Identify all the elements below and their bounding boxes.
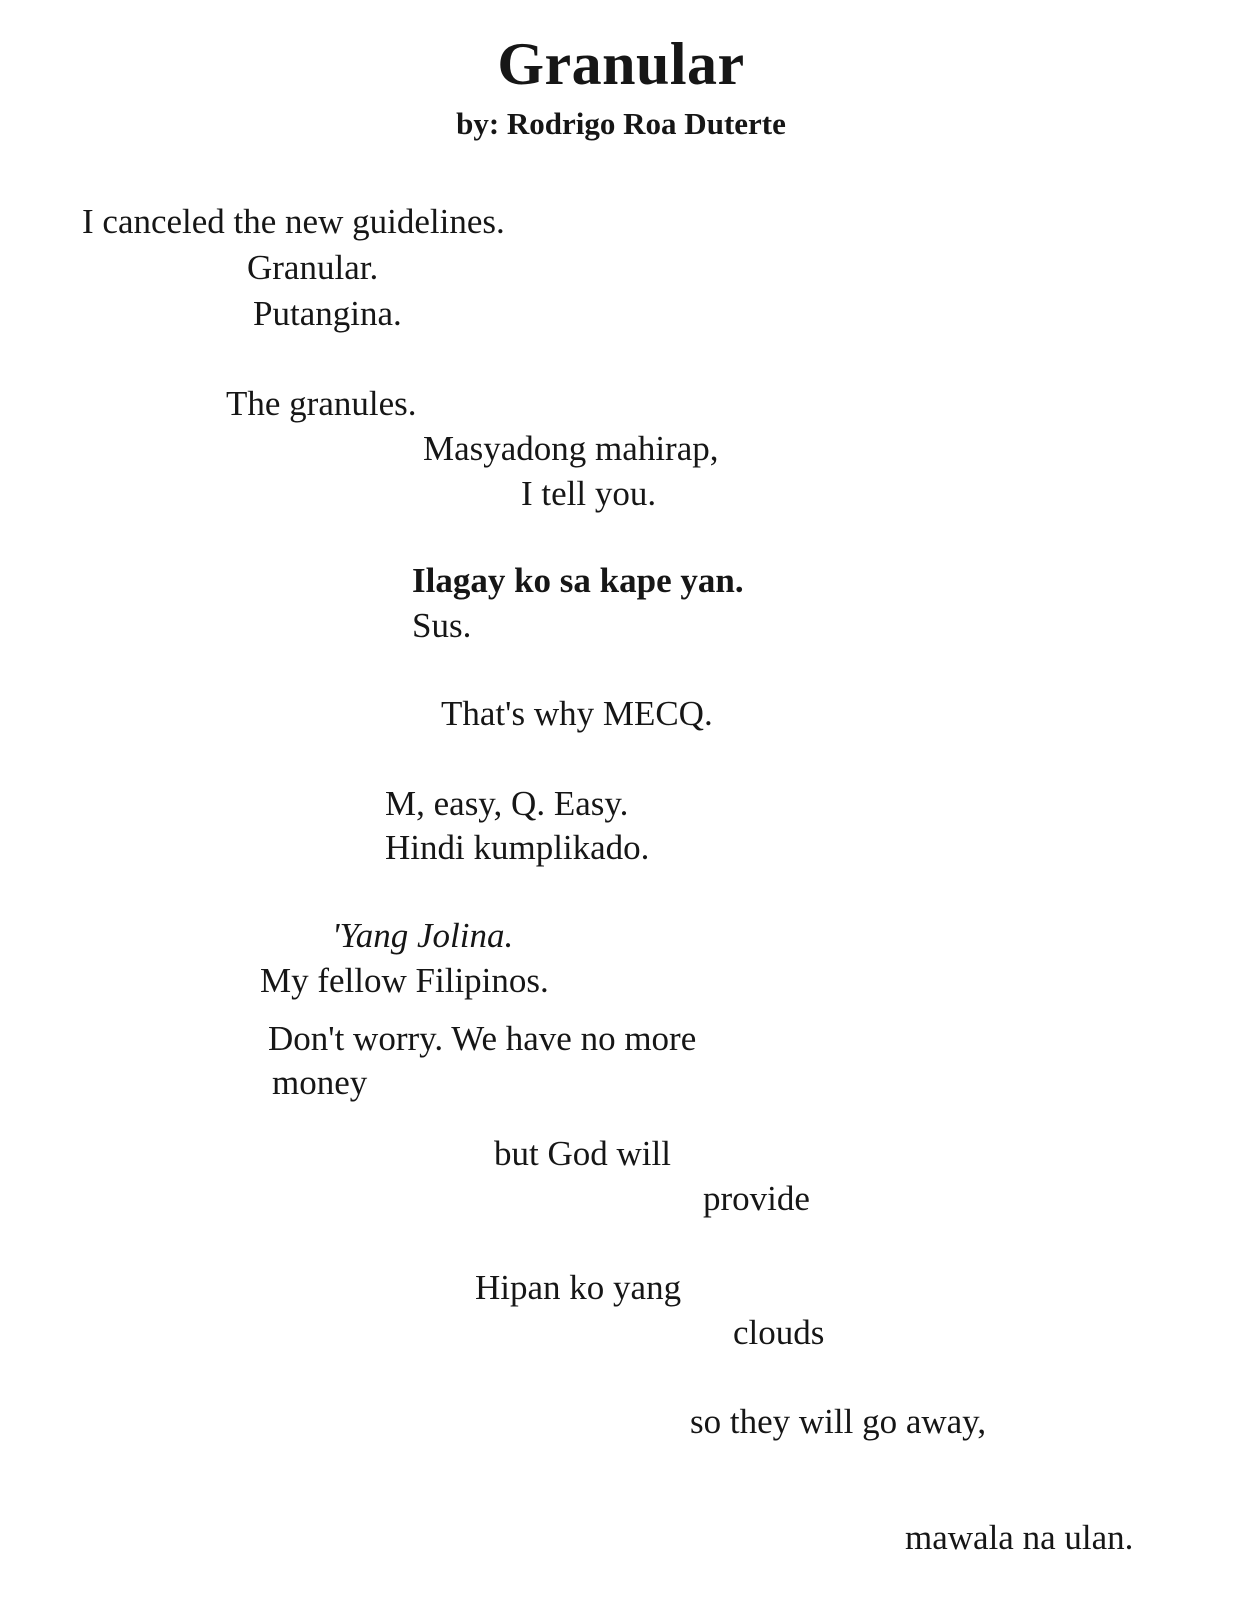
poem-line-italic: 'Yang Jolina.	[332, 916, 514, 955]
poem-line: Sus.	[412, 606, 472, 645]
poem-line: so they will go away,	[690, 1402, 987, 1441]
poem-byline: by: Rodrigo Roa Duterte	[456, 106, 786, 141]
poem-line: Hipan ko yang	[475, 1268, 682, 1307]
poem-line: That's why MECQ.	[441, 694, 713, 733]
poem-line: clouds	[733, 1313, 825, 1352]
poem-line: money	[272, 1063, 368, 1102]
poem-line-bold: Ilagay ko sa kape yan.	[412, 561, 744, 600]
poem-line: Don't worry. We have no more	[268, 1019, 697, 1058]
poem-line: Granular.	[247, 248, 379, 287]
poem-line: provide	[703, 1179, 810, 1218]
poem-line: Masyadong mahirap,	[423, 429, 719, 468]
poem-line: The granules.	[226, 384, 417, 423]
poem-line: mawala na ulan.	[905, 1518, 1134, 1557]
poem-line: Hindi kumplikado.	[385, 828, 650, 867]
poem-line: but God will	[494, 1134, 671, 1173]
poem-line: My fellow Filipinos.	[260, 961, 549, 1000]
poem-line: M, easy, Q. Easy.	[385, 784, 629, 823]
poem-line: I tell you.	[521, 474, 657, 513]
poem-line: I canceled the new guidelines.	[82, 202, 505, 241]
poem-title: Granular	[497, 31, 745, 97]
poem-line: Putangina.	[253, 294, 402, 333]
